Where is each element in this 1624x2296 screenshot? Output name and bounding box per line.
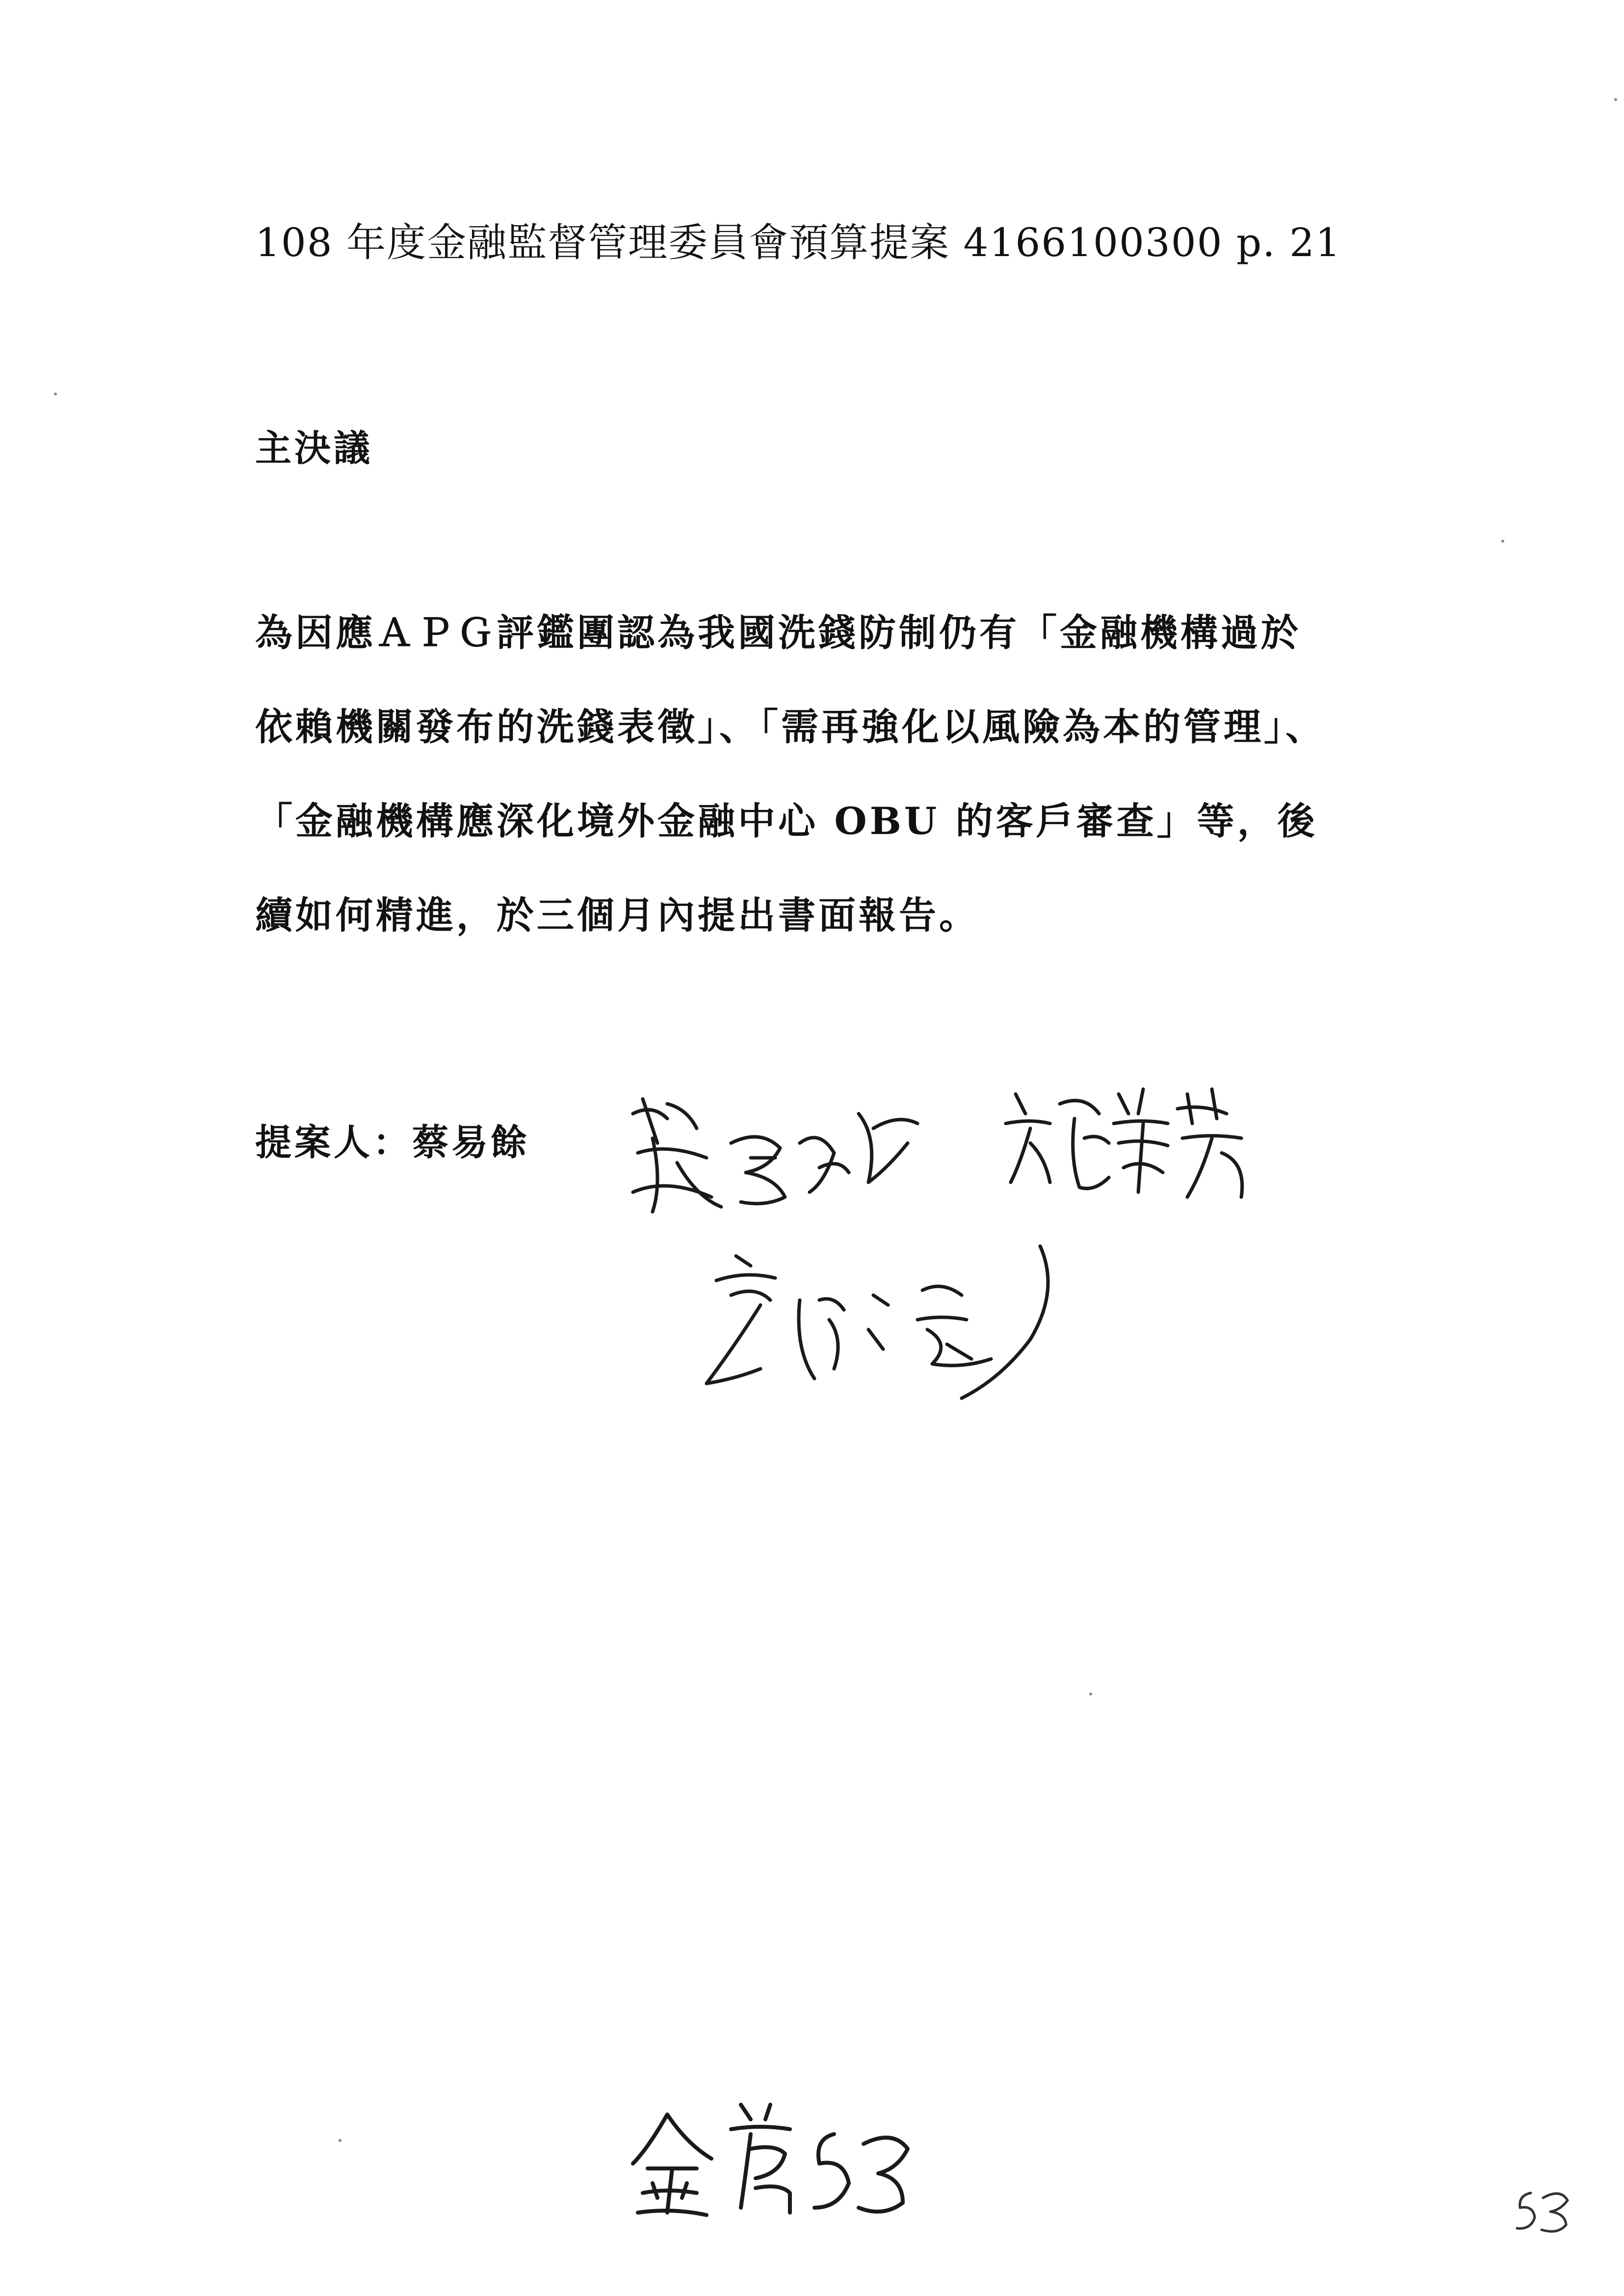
scan-speck xyxy=(54,392,57,395)
signature-third xyxy=(687,1231,1128,1408)
section-title: 主決議 xyxy=(255,427,373,470)
handwritten-reference-mark xyxy=(628,2095,922,2222)
resolution-body xyxy=(255,608,1393,985)
proposer-label: 提案人：蔡易餘 xyxy=(255,1122,530,1164)
signature-shi-yifang xyxy=(996,1065,1330,1212)
scan-speck xyxy=(1614,98,1617,101)
scan-speck xyxy=(1089,1693,1092,1696)
scan-speck xyxy=(1501,540,1504,543)
scan-speck xyxy=(339,2139,341,2142)
resolution-line: 續如何精進，於三個月內提出書面報告。 xyxy=(255,893,979,937)
resolution-line: 為因應ＡＰＧ評鑑團認為我國洗錢防制仍有「金融機構過於 xyxy=(255,611,1301,654)
signature-cai-yiyu xyxy=(623,1084,937,1222)
handwritten-page-number xyxy=(1511,2183,1580,2237)
document-heading: 108 年度金融監督管理委員會預算提案 4166100300 p. 21 xyxy=(255,220,1341,265)
resolution-line: 「金融機構應深化境外金融中心 OBU 的客戶審查」等，後 xyxy=(255,799,1318,843)
resolution-line: 依賴機關發布的洗錢表徵」、「需再強化以風險為本的管理」、 xyxy=(255,705,1326,749)
